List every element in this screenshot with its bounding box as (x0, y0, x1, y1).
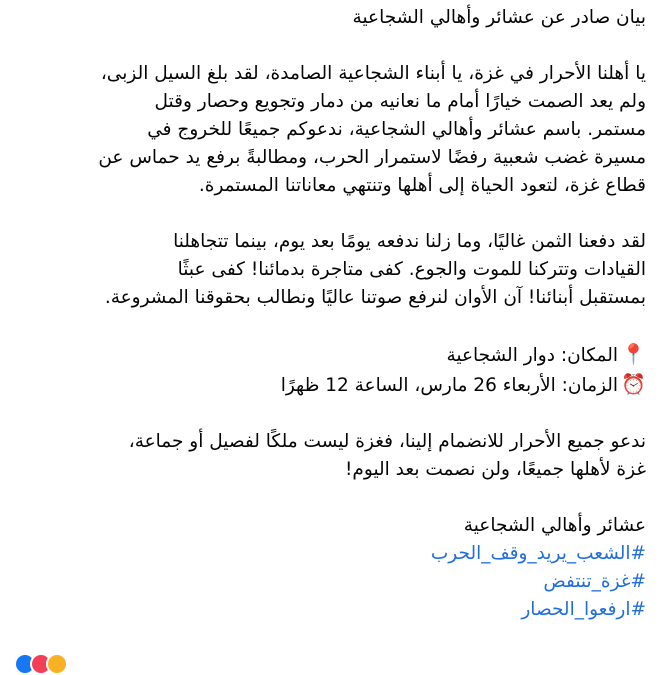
location-line (12, 340, 646, 370)
post-title-text: بيان صادر عن عشائر وأهالي الشجاعية (352, 7, 646, 28)
paragraph-3-line: ندعو جميع الأحرار للانضمام إلينا، فغزة ليست ملكًا لفصيل أو جماعة، (128, 431, 646, 452)
alarm-clock-icon: ⏰ (621, 372, 646, 396)
pin-icon: 📍 (621, 342, 646, 366)
signature-and-hashtags (12, 512, 646, 624)
paragraph-2-line: لقد دفعنا الثمن غاليًا، وما زلنا ندفعه يومًا بعد يوم، بينما تتجاهلنا (173, 231, 646, 252)
paragraph-1-line: مسيرة غضب شعبية رفضًا لاستمرار الحرب، ومطالبةً برفع يد حماس عن (98, 147, 646, 168)
hashtag-link[interactable]: #غزة_تنتفض (543, 571, 646, 592)
paragraph-1-line: مستمر. باسم عشائر وأهالي الشجاعية، ندعوكم جميعًا للخروج في (147, 119, 646, 140)
care-reaction-icon (46, 653, 68, 675)
paragraph-2-line: بمستقبل أبنائنا! آن الأوان لنرفع صوتنا عاليًا ونطالب بحقوقنا المشروعة. (104, 287, 646, 308)
paragraph-1-line: ولم يعد الصمت خيارًا أمام ما نعانيه من دمار وتجويع وحصار وقتل (154, 91, 646, 112)
paragraph-1-line: يا أهلنا الأحرار في غزة، يا أبناء الشجاعية الصامدة، لقد بلغ السيل الزبى، (100, 63, 646, 84)
event-details (12, 340, 646, 400)
post-body (12, 4, 646, 624)
location-text: المكان: دوار الشجاعية (446, 345, 618, 366)
hashtag-link[interactable]: #الشعب_يريد_وقف_الحرب (430, 543, 646, 564)
paragraph-2 (12, 228, 646, 312)
paragraph-3 (12, 428, 646, 484)
paragraph-2-line: القيادات وتتركنا للموت والجوع. كفى متاجرة بدمائنا! كفى عبثًا (177, 259, 646, 280)
signature: عشائر وأهالي الشجاعية (463, 515, 646, 536)
paragraph-1-line: قطاع غزة، لتعود الحياة إلى أهلها وتنتهي معاناتنا المستمرة. (198, 175, 646, 196)
paragraph-3-line: غزة لأهلها جميعًا، ولن نصمت بعد اليوم! (345, 459, 646, 480)
paragraph-1 (12, 60, 646, 200)
hashtag-link[interactable]: #ارفعوا_الحصار (521, 599, 646, 620)
time-line (12, 370, 646, 400)
reactions-bar[interactable] (14, 653, 62, 671)
post-title (12, 4, 646, 32)
time-text: الزمان: الأربعاء 26 مارس، الساعة 12 ظهرًا (280, 375, 618, 396)
